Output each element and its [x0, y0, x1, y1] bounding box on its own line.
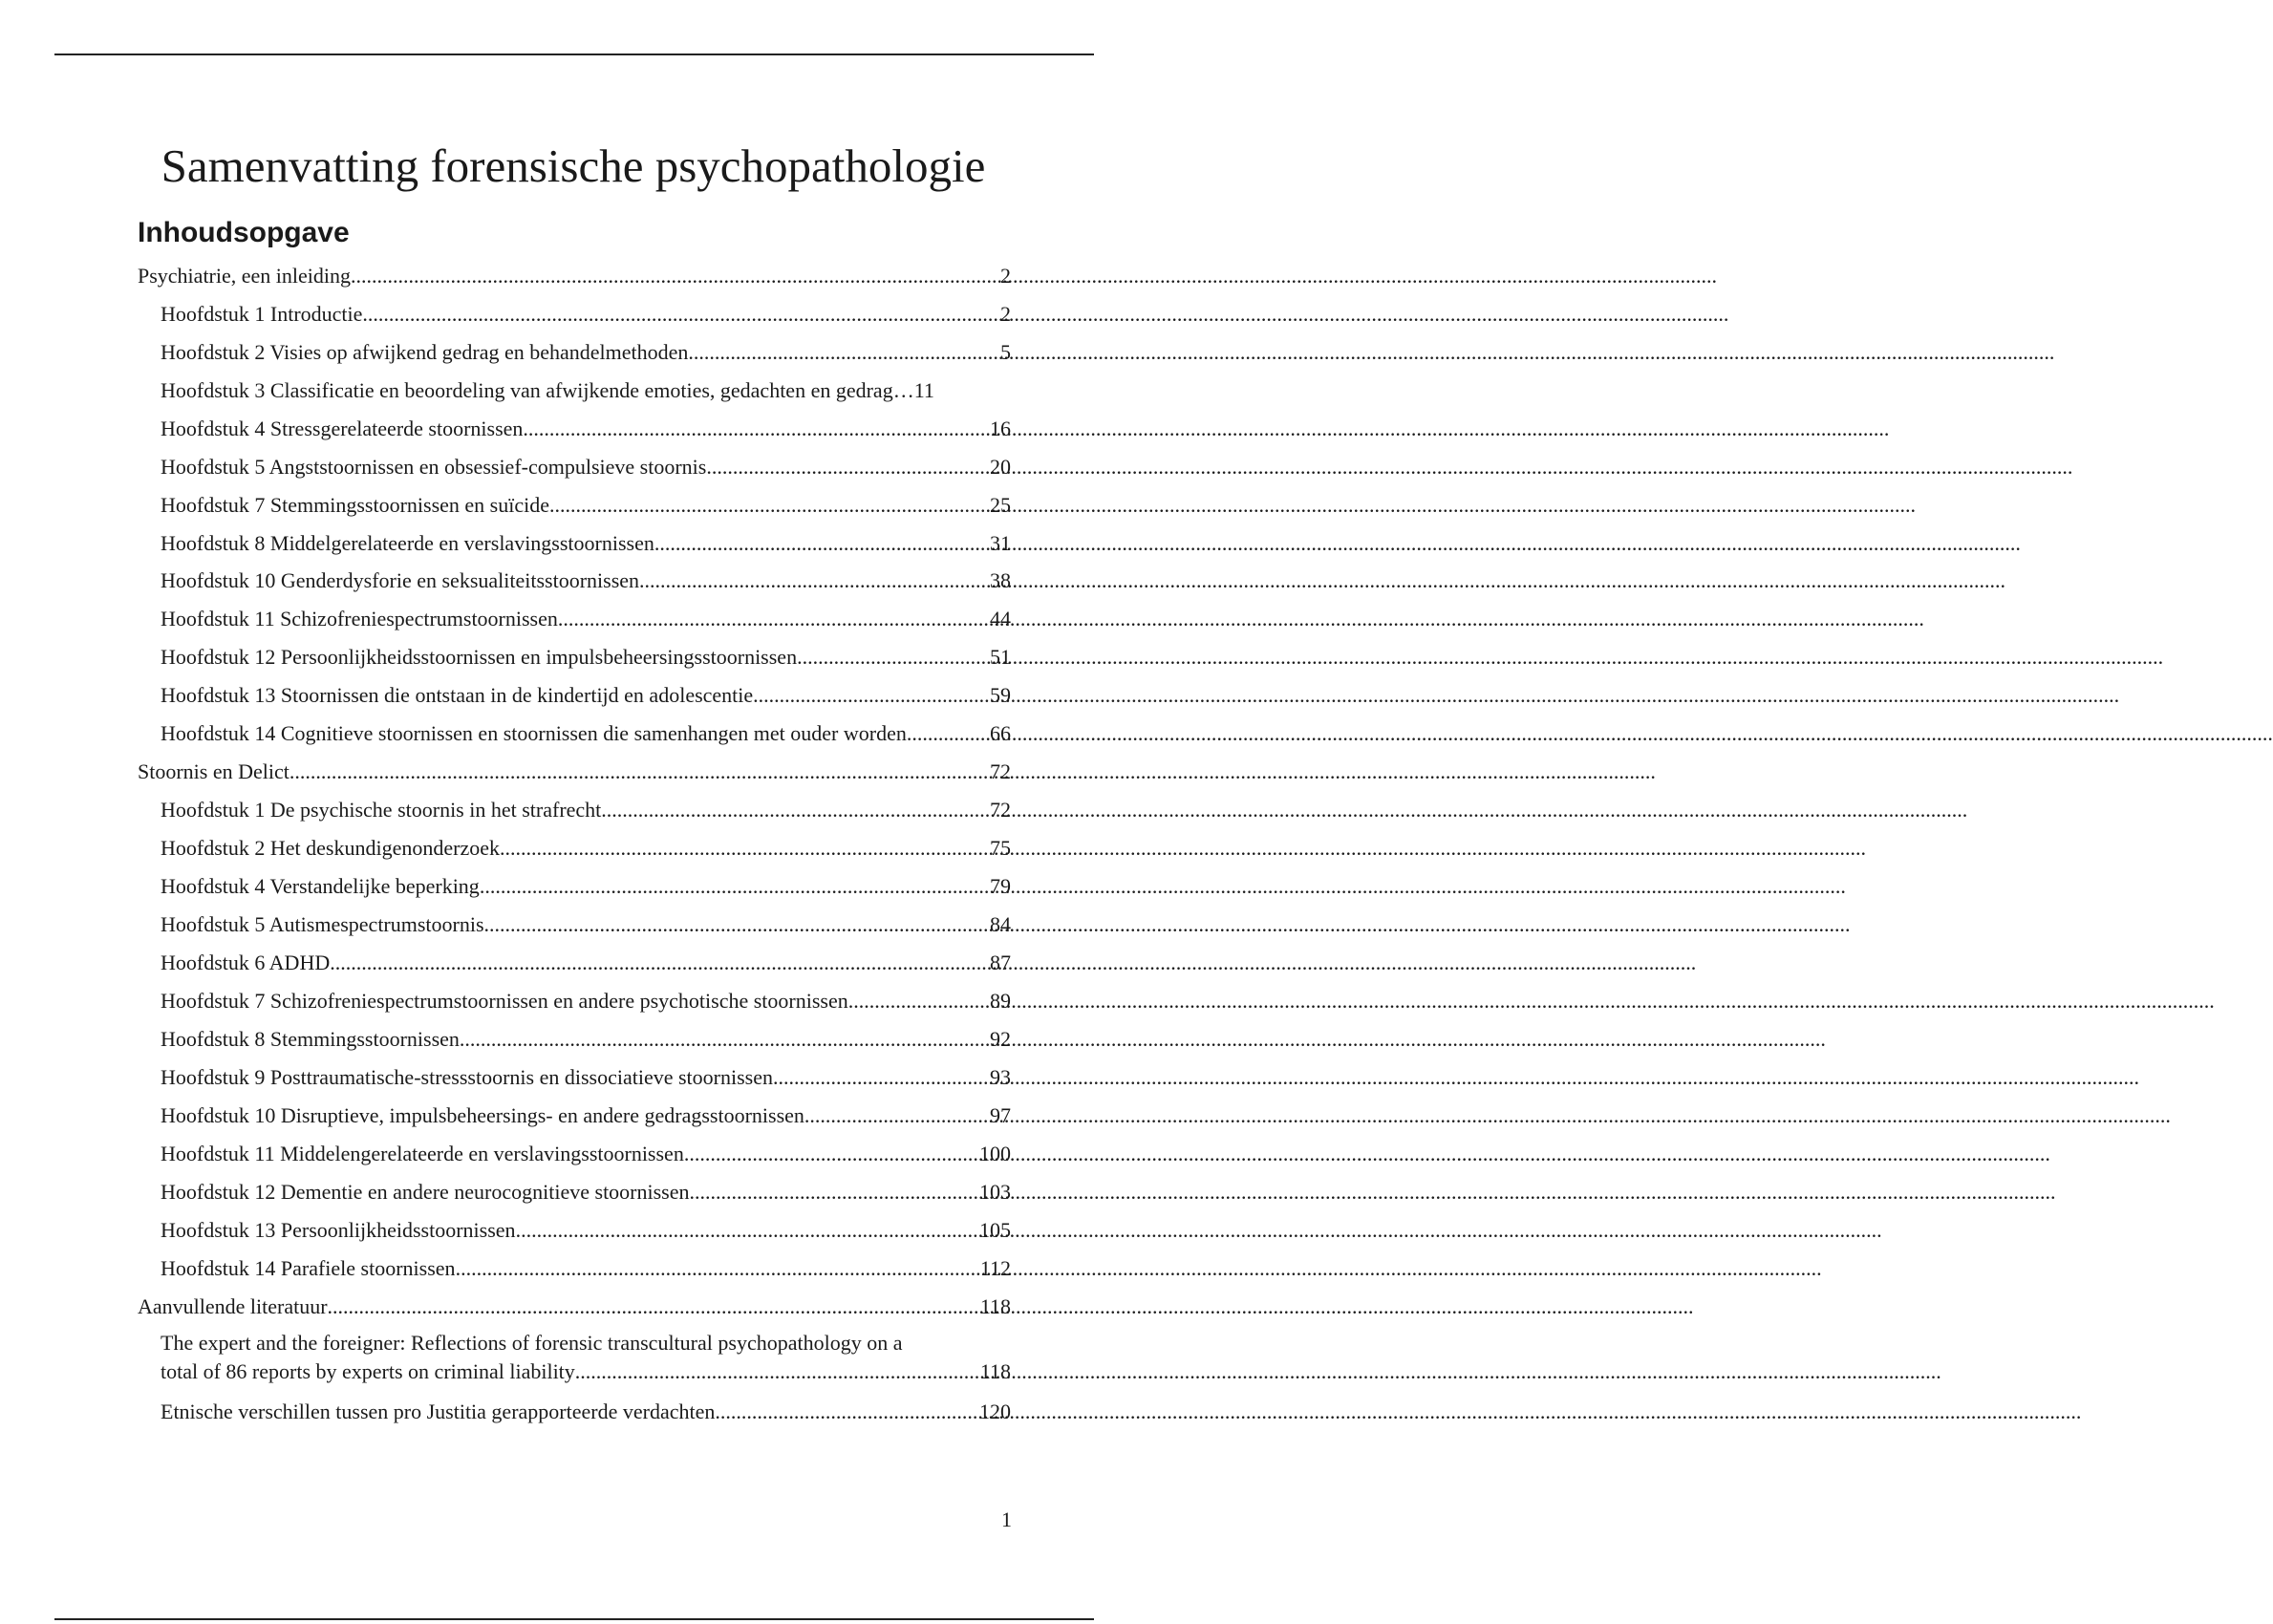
toc-leader — [456, 1254, 980, 1283]
toc-entry-page: 93 — [990, 1065, 1011, 1089]
toc-entry-page: 120 — [979, 1400, 1011, 1423]
toc-leader — [690, 1178, 979, 1207]
toc-entry-text: Hoofdstuk 7 Schizofreniespectrumstoornissen en andere psychotische stoornissen — [161, 989, 848, 1013]
toc-entry-text: Hoofdstuk 12 Dementie en andere neurocognitieve stoornissen — [161, 1180, 690, 1204]
toc-leader — [688, 338, 1000, 367]
toc-entry-page: 87 — [990, 951, 1011, 974]
toc-entry-text: Hoofdstuk 1 Introductie — [161, 302, 363, 326]
toc-leader — [500, 834, 990, 863]
toc-entry[interactable] — [161, 605, 1011, 633]
document-title: Samenvatting forensische psychopathologie — [161, 139, 986, 192]
toc-heading: Inhoudsopgave — [138, 217, 350, 248]
toc-leader — [362, 300, 1000, 329]
toc-leader — [575, 1357, 980, 1386]
toc-entry-text: Hoofdstuk 6 ADHD — [161, 951, 331, 974]
toc-entry[interactable] — [161, 1178, 1011, 1207]
toc-leader — [549, 491, 990, 520]
toc-entry[interactable] — [161, 1216, 1011, 1245]
toc-entry[interactable] — [161, 1140, 1011, 1168]
toc-leader — [715, 1398, 979, 1426]
toc-entry-page: 5 — [1000, 340, 1011, 364]
toc-entry-page: 97 — [990, 1103, 1011, 1127]
toc-entry-page: 2 — [1000, 302, 1011, 326]
toc-entry[interactable] — [161, 300, 1011, 329]
toc-entry-page: 16 — [990, 417, 1011, 440]
toc-entry-text: Hoofdstuk 7 Stemmingsstoornissen en suïcide — [161, 493, 549, 517]
toc-entry-text: Aanvullende literatuur — [138, 1294, 328, 1318]
toc-entry[interactable] — [161, 415, 1011, 443]
toc-leader — [706, 453, 990, 481]
toc-entry-page: 2 — [1000, 264, 1011, 288]
toc-leader — [639, 566, 990, 595]
toc-leader — [523, 415, 990, 443]
toc-leader — [753, 681, 990, 710]
toc-entry-text: Hoofdstuk 14 Parafiele stoornissen — [161, 1256, 456, 1280]
toc-entry[interactable] — [161, 796, 1011, 824]
toc-entry-page: 105 — [979, 1218, 1011, 1242]
toc-entry-page: 75 — [990, 836, 1011, 860]
toc-entry[interactable] — [161, 1063, 1011, 1092]
toc-entry-text: Hoofdstuk 2 Visies op afwijkend gedrag en behandelmethoden — [161, 340, 689, 364]
toc-entry-text: Psychiatrie, een inleiding — [138, 264, 351, 288]
toc-entry-text: Hoofdstuk 8 Stemmingsstoornissen — [161, 1027, 460, 1051]
toc-entry-page: 51 — [990, 645, 1011, 669]
toc-leader — [907, 719, 990, 748]
toc-entry[interactable] — [161, 1329, 1011, 1386]
toc-leader — [654, 529, 990, 558]
toc-entry-page: 59 — [990, 683, 1011, 707]
toc-entry-text: total of 86 reports by experts on criminal liability — [161, 1359, 575, 1383]
toc-entry-text: Hoofdstuk 2 Het deskundigenonderzoek — [161, 836, 500, 860]
toc-leader — [684, 1140, 979, 1168]
toc-entry-text: Hoofdstuk 5 Angststoornissen en obsessief-compulsieve stoornis — [161, 455, 707, 479]
toc-leader — [848, 987, 990, 1015]
toc-entry[interactable] — [161, 1101, 1011, 1130]
toc-entry-page: 89 — [990, 989, 1011, 1013]
toc-entry-text: Stoornis en Delict — [138, 759, 289, 783]
toc-entry-text: Hoofdstuk 1 De psychische stoornis in het strafrecht — [161, 798, 602, 822]
toc-entry-page: 118 — [979, 1294, 1011, 1318]
toc-entry-text-line1: The expert and the foreigner: Reflections of forensic transcultural psychopathology on a — [161, 1331, 903, 1355]
toc-entry[interactable] — [161, 719, 1011, 748]
footer-rule — [54, 1618, 1094, 1620]
toc-entry[interactable] — [161, 643, 1011, 672]
toc-entry-text: Hoofdstuk 13 Stoornissen die ontstaan in de kindertijd en adolescentie — [161, 683, 754, 707]
toc-entry[interactable] — [161, 1398, 1011, 1426]
toc-leader — [558, 605, 990, 633]
toc-entry[interactable] — [161, 566, 1011, 595]
toc-leader — [328, 1293, 980, 1321]
toc-entry-text: Hoofdstuk 11 Schizofreniespectrumstoornissen — [161, 607, 558, 630]
toc-entry-text: Hoofdstuk 10 Genderdysforie en seksualiteitsstoornissen — [161, 568, 640, 592]
toc-entry-page: 79 — [990, 874, 1011, 898]
toc-entry-page: 44 — [990, 607, 1011, 630]
toc-entry[interactable] — [161, 949, 1011, 977]
toc-entry[interactable] — [161, 453, 1011, 481]
toc-entry-text: Hoofdstuk 9 Posttraumatische-stressstoornis en dissociatieve stoornissen — [161, 1065, 773, 1089]
toc-entry-text: Etnische verschillen tussen pro Justitia gerapporteerde verdachten — [161, 1400, 716, 1423]
toc-entry-page: 100 — [979, 1142, 1011, 1165]
toc-entry[interactable] — [161, 529, 1011, 558]
toc-leader — [797, 643, 990, 672]
toc-entry[interactable] — [161, 376, 1011, 405]
toc-entry-page: 112 — [979, 1256, 1011, 1280]
toc-entry[interactable] — [161, 491, 1011, 520]
toc-leader — [460, 1025, 990, 1054]
toc-entry-page: 72 — [990, 759, 1011, 783]
toc-entry[interactable] — [161, 1254, 1011, 1283]
toc-leader — [484, 910, 990, 939]
toc-entry-page: 66 — [990, 721, 1011, 745]
toc-entry-text: Hoofdstuk 14 Cognitieve stoornissen en stoornissen die samenhangen met ouder worden — [161, 721, 907, 745]
toc-entry-text: Hoofdstuk 4 Verstandelijke beperking — [161, 874, 480, 898]
header-rule — [54, 53, 1094, 55]
toc-entry-page: 72 — [990, 798, 1011, 822]
toc-entry-page: 92 — [990, 1027, 1011, 1051]
toc-entry-page: 118 — [979, 1359, 1011, 1383]
toc-entry-text: Hoofdstuk 10 Disruptieve, impulsbeheersings- en andere gedragsstoornissen — [161, 1103, 804, 1127]
toc-leader — [289, 758, 990, 786]
toc-entry-text: Hoofdstuk 12 Persoonlijkheidsstoornissen en impulsbeheersingsstoornissen — [161, 645, 798, 669]
toc-entry-text: Hoofdstuk 13 Persoonlijkheidsstoornissen — [161, 1218, 516, 1242]
toc-entry-text: Hoofdstuk 3 Classificatie en beoordeling van afwijkende emoties, gedachten en gedrag… — [161, 378, 914, 402]
toc-entry[interactable] — [161, 834, 1011, 863]
toc-leader — [330, 949, 990, 977]
toc-leader — [480, 872, 990, 901]
toc-leader — [773, 1063, 990, 1092]
toc-leader — [601, 796, 990, 824]
toc-entry-page: 103 — [979, 1180, 1011, 1204]
toc-entry-page: 11 — [913, 378, 934, 402]
toc-leader — [804, 1101, 990, 1130]
toc-entry[interactable] — [161, 872, 1011, 901]
toc-entry[interactable] — [161, 681, 1011, 710]
toc-entry-page: 84 — [990, 912, 1011, 936]
toc-entry-text: Hoofdstuk 11 Middelengerelateerde en verslavingsstoornissen — [161, 1142, 684, 1165]
toc-entry[interactable] — [161, 987, 1011, 1015]
toc-entry-page: 20 — [990, 455, 1011, 479]
toc-entry[interactable] — [161, 910, 1011, 939]
toc-entry-page: 38 — [990, 568, 1011, 592]
toc-leader — [351, 262, 1000, 290]
page-number: 1 — [1001, 1507, 1012, 1531]
toc-entry-page: 31 — [990, 531, 1011, 555]
toc-entry-text: Hoofdstuk 5 Autismespectrumstoornis — [161, 912, 484, 936]
toc-entry-page: 25 — [990, 493, 1011, 517]
toc-entry[interactable] — [161, 338, 1011, 367]
toc-entry[interactable] — [138, 262, 1011, 290]
toc-entry-text: Hoofdstuk 8 Middelgerelateerde en verslavingsstoornissen — [161, 531, 654, 555]
toc-entry[interactable] — [161, 1025, 1011, 1054]
toc-entry-text: Hoofdstuk 4 Stressgerelateerde stoornissen — [161, 417, 524, 440]
toc-entry[interactable] — [138, 1293, 1011, 1321]
toc-entry[interactable] — [138, 758, 1011, 786]
toc-leader — [516, 1216, 979, 1245]
